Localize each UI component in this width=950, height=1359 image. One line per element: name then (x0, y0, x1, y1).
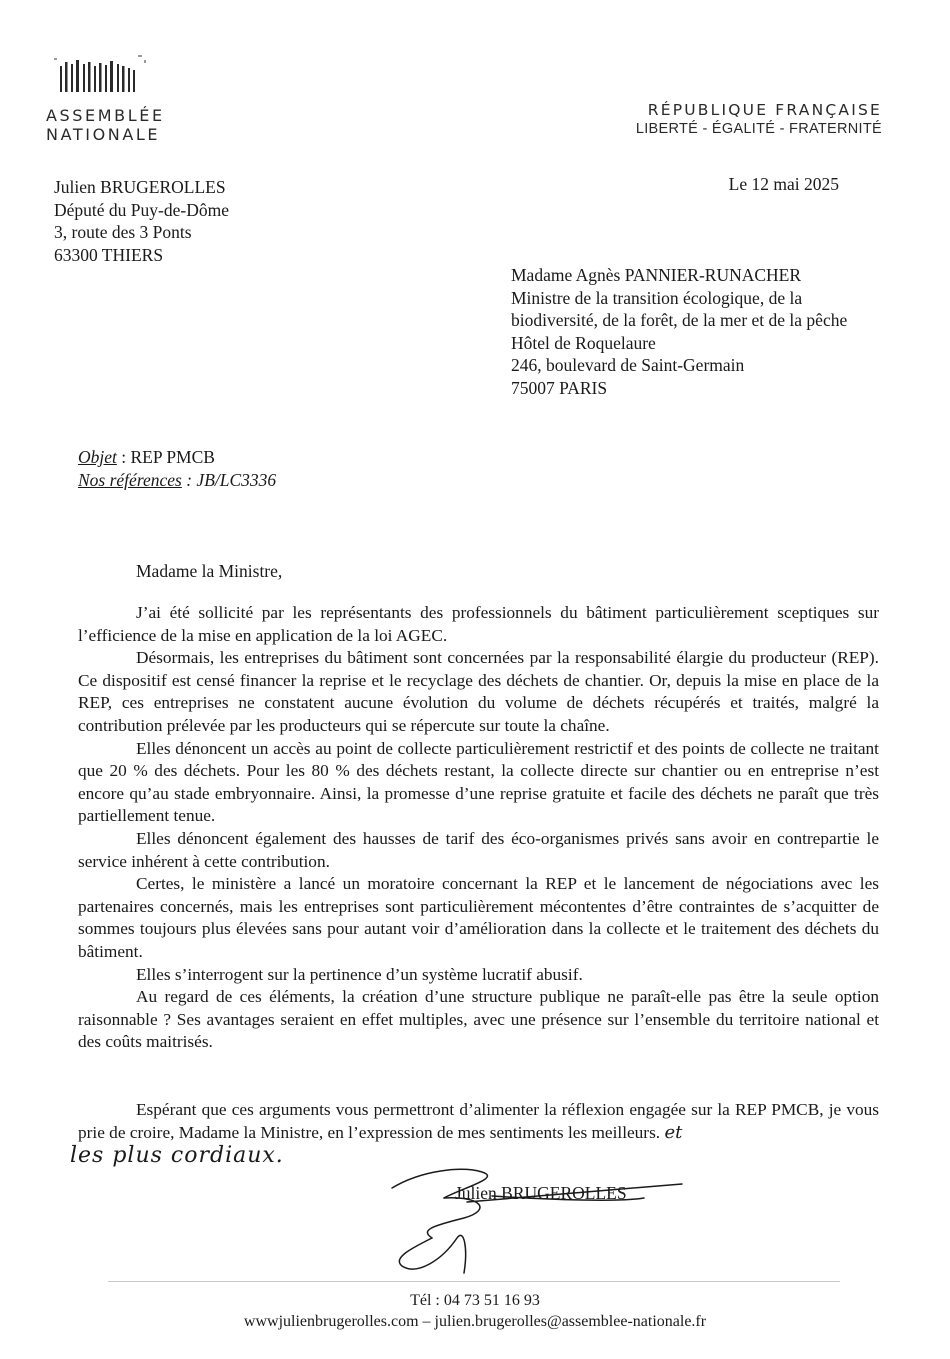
sender-city: 63300 THIERS (54, 244, 164, 265)
closing-paragraph (78, 1099, 879, 1144)
sender-name: Julien BRUGEROLLES (54, 177, 226, 197)
letter-body (78, 602, 879, 1054)
signer-name: Julien BRUGEROLLES (455, 1183, 627, 1203)
body-paragraph: J’ai été sollicité par les représentants des professionnels du bâtiment particulièrement sceptiques sur l’efficience de la mise en application de la loi AGEC. (78, 603, 879, 645)
subject-label: Objet (78, 447, 117, 467)
recipient-street: 246, boulevard de Saint-Germain (511, 355, 745, 375)
reference-value: : JB/LC3336 (181, 470, 277, 490)
subject-value: : REP PMCB (116, 447, 215, 467)
logo-text-assemblee: ASSEMBLÉE (46, 106, 165, 125)
sender-title: Député du Puy-de-Dôme (54, 199, 229, 220)
reference-label: Nos références (78, 470, 182, 490)
closing-block (78, 1099, 879, 1144)
footer-phone: Tél : 04 73 51 16 93 (410, 1292, 540, 1309)
recipient-role: Ministre de la transition écologique, de la biodiversité, de la forêt, de la mer et de la pêche (511, 287, 848, 330)
body-paragraph: Au regard de ces éléments, la création d’une structure publique ne paraît-elle pas être la seule option raisonnable ? Ses avantages seraient en effet multiples, avec une présence sur l’ensemble du territoire national et des coûts maitrisés. (78, 987, 879, 1052)
sender-block (54, 176, 229, 266)
salutation: Madame la Ministre, (136, 561, 283, 581)
body-paragraph: Elles dénoncent un accès au point de collecte particulièrement restrictif et des points de collecte ne traitant que 20 % des déchets. Pour les 80 % des déchets restant, la collecte directe sur chantier ou en entreprise n’est encore qu’au stade embryonnaire. Ainsi, la promesse d’une reprise gratuite et facile des déchets ne paraît que très partiellement tenue. (78, 738, 879, 826)
sender-street: 3, route des 3 Ponts (54, 222, 192, 242)
logo-text-nationale: NATIONALE (46, 125, 161, 144)
subject-block (78, 446, 276, 492)
body-paragraph: Désormais, les entreprises du bâtiment sont concernées par la responsabilité élargie du producteur (REP). Ce dispositif est censé financer la reprise et le recyclage des déchets de chantier. Or, depuis la mise en place de la REP, ces entreprises ne constatent aucune évolution du volume de déchets récupérés et traités, malgré la contribution prélevée par les producteurs qui se répercute sur toute la chaîne. (78, 648, 879, 735)
handwritten-inline: et (664, 1121, 683, 1143)
footer-divider (108, 1281, 840, 1282)
republique-francaise-heading: RÉPUBLIQUE FRANÇAISE (647, 101, 882, 119)
recipient-name: Madame Agnès PANNIER-RUNACHER (511, 265, 802, 285)
recipient-block (511, 264, 856, 399)
republic-motto: LIBERTÉ - ÉGALITÉ - FRATERNITÉ (635, 121, 882, 137)
closing-text: Espérant que ces arguments vous permettront d’alimenter la réflexion engagée sur la REP PMCB, je vous prie de croire, Madame la Ministre, en l’expression de mes sentiments les meilleurs. (78, 1100, 879, 1142)
recipient-building: Hôtel de Roquelaure (511, 332, 656, 353)
assemblee-nationale-emblem-icon (50, 52, 155, 102)
signature-icon (372, 1148, 712, 1283)
body-paragraph: Certes, le ministère a lancé un moratoire concernant la REP et le lancement de négociations avec les partenaires concernés, mais les entreprises sont particulièrement mécontentes d’être contraintes de s’acquitter de sommes toujours plus élevées sans pour autant voir d’amélioration dans la collecte et le traitement des déchets du bâtiment. (78, 874, 879, 961)
recipient-city: 75007 PARIS (511, 377, 608, 398)
body-paragraph: Elles dénoncent également des hausses de tarif des éco-organismes privés sans avoir en contrepartie le service inhérent à cette contribution. (78, 828, 879, 871)
letter-date: Le 12 mai 2025 (728, 174, 839, 194)
handwritten-addition: les plus cordiaux. (70, 1143, 284, 1168)
footer-web-email: wwwjulienbrugerolles.com – julien.brugerolles@assemblee-nationale.fr (243, 1313, 707, 1330)
reference-line (78, 469, 276, 492)
body-paragraph: Elles s’interrogent sur la pertinence d’un système lucratif abusif. (136, 964, 583, 984)
subject-line (78, 446, 276, 469)
